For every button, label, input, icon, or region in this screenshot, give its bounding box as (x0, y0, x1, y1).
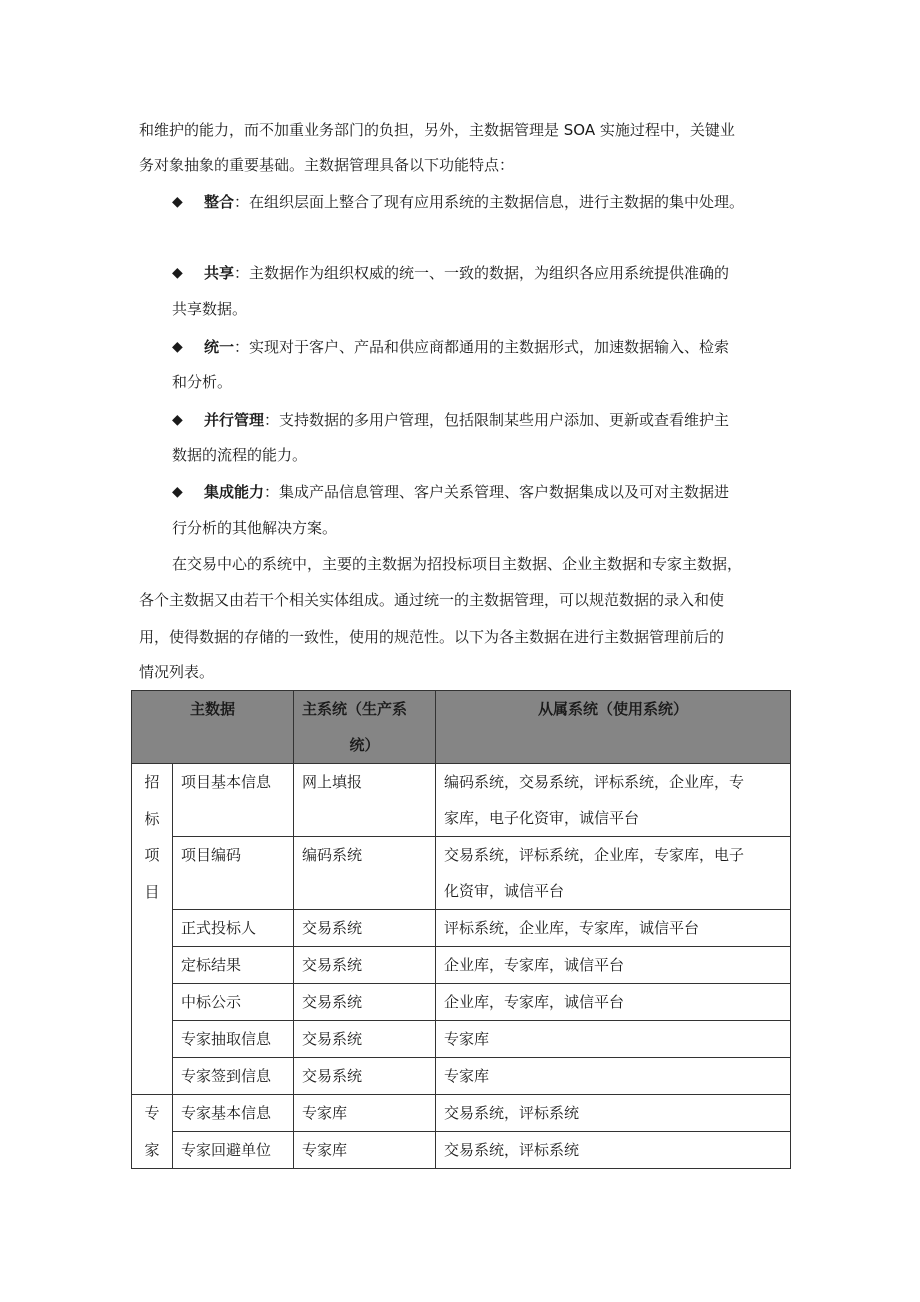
secondary-system-cell (436, 837, 791, 910)
entity-cell: 专家抽取信息 (173, 1021, 294, 1058)
table-row (132, 1095, 791, 1132)
group-cell-expert (132, 1095, 173, 1169)
table-row (132, 947, 791, 984)
secondary-system-cell: 企业库，专家库，诚信平台 (436, 984, 791, 1021)
feature-title: 共享 (204, 264, 235, 282)
group-char: 目 (144, 882, 160, 901)
secondary-system-cell: 交易系统，评标系统 (436, 1132, 791, 1169)
secondary-system-cell: 专家库 (436, 1058, 791, 1095)
header-primary-system (294, 691, 436, 764)
table-row (132, 1132, 791, 1169)
diamond-bullet-icon: ◆ (172, 194, 183, 210)
header-primary-line-1: 主系统（生产系 (302, 700, 408, 718)
feature-text: ：集成产品信息管理、客户关系管理、客户数据集成以及可对主数据进 (264, 483, 730, 501)
body-line: 情况列表。 (139, 663, 215, 681)
feature-item (204, 337, 729, 357)
master-data-table (131, 690, 791, 1169)
header-primary-line-2: 统） (349, 736, 380, 754)
primary-system-cell: 交易系统 (294, 947, 436, 984)
secondary-system-cell: 企业库，专家库，诚信平台 (436, 947, 791, 984)
primary-system-cell: 交易系统 (294, 910, 436, 947)
feature-item (204, 192, 744, 212)
feature-title: 整合 (204, 193, 235, 211)
table-row (132, 1021, 791, 1058)
group-cell-project (132, 764, 173, 1095)
primary-system-cell: 网上填报 (294, 764, 436, 837)
entity-cell: 定标结果 (173, 947, 294, 984)
table-row (132, 764, 791, 837)
group-char: 项 (144, 846, 160, 864)
feature-item (204, 482, 729, 502)
body-line: 各个主数据又由若干个相关实体组成。通过统一的主数据管理，可以规范数据的录入和使 (139, 591, 725, 609)
group-char: 标 (144, 809, 160, 828)
diamond-bullet-icon: ◆ (172, 484, 183, 500)
diamond-bullet-icon: ◆ (172, 412, 183, 428)
entity-cell: 项目编码 (173, 837, 294, 910)
table-row (132, 1058, 791, 1095)
feature-text: ：支持数据的多用户管理，包括限制某些用户添加、更新或查看维护主 (264, 411, 730, 429)
header-secondary-system: 从属系统（使用系统） (436, 691, 791, 764)
secondary-system-cell: 专家库 (436, 1021, 791, 1058)
body-line: 用，使得数据的存储的一致性，使用的规范性。以下为各主数据在进行主数据管理前后的 (139, 628, 725, 646)
feature-item (204, 410, 729, 430)
entity-cell: 专家基本信息 (173, 1095, 294, 1132)
feature-title: 集成能力 (204, 483, 265, 501)
feature-text: ：实现对于客户、产品和供应商都通用的主数据形式，加速数据输入、检索 (234, 338, 730, 356)
feature-item (204, 263, 729, 283)
secondary-line: 家库，电子化资审，诚信平台 (444, 809, 640, 827)
feature-text-continued: 数据的流程的能力。 (172, 446, 308, 464)
primary-system-cell: 专家库 (294, 1132, 436, 1169)
secondary-system-cell (436, 764, 791, 837)
group-char: 家 (144, 1140, 160, 1159)
secondary-system-cell: 评标系统，企业库，专家库，诚信平台 (436, 910, 791, 947)
feature-text-continued: 行分析的其他解决方案。 (172, 519, 338, 537)
secondary-line: 编码系统，交易系统，评标系统，企业库，专 (444, 773, 745, 791)
primary-system-cell: 交易系统 (294, 1021, 436, 1058)
feature-text: ：在组织层面上整合了现有应用系统的主数据信息，进行主数据的集中处理。 (234, 193, 745, 211)
entity-cell: 中标公示 (173, 984, 294, 1021)
feature-title: 并行管理 (204, 411, 265, 429)
entity-cell: 专家签到信息 (173, 1058, 294, 1095)
feature-text-continued: 共享数据。 (172, 300, 248, 318)
diamond-bullet-icon: ◆ (172, 265, 183, 281)
diamond-bullet-icon: ◆ (172, 339, 183, 355)
header-master-data: 主数据 (132, 691, 294, 764)
table-row (132, 984, 791, 1021)
primary-system-cell: 交易系统 (294, 984, 436, 1021)
primary-system-cell: 专家库 (294, 1095, 436, 1132)
table-row (132, 910, 791, 947)
table-row (132, 837, 791, 910)
feature-title: 统一 (204, 338, 235, 356)
primary-system-cell: 编码系统 (294, 837, 436, 910)
feature-text: ：主数据作为组织权威的统一、一致的数据，为组织各应用系统提供准确的 (234, 264, 730, 282)
secondary-line: 交易系统，评标系统，企业库，专家库，电子 (444, 846, 745, 864)
entity-cell: 正式投标人 (173, 910, 294, 947)
entity-cell: 项目基本信息 (173, 764, 294, 837)
entity-cell: 专家回避单位 (173, 1132, 294, 1169)
body-line: 在交易中心的系统中，主要的主数据为招投标项目主数据、企业主数据和专家主数据， (172, 555, 743, 573)
group-char: 招 (144, 773, 160, 791)
intro-line-1: 和维护的能力，而不加重业务部门的负担，另外，主数据管理是 SOA 实施过程中，关键业 (139, 121, 735, 139)
secondary-line: 化资审，诚信平台 (444, 882, 565, 900)
primary-system-cell: 交易系统 (294, 1058, 436, 1095)
feature-text-continued: 和分析。 (172, 373, 233, 391)
group-char: 专 (144, 1104, 160, 1122)
intro-line-2: 务对象抽象的重要基础。主数据管理具备以下功能特点： (139, 156, 515, 174)
table-header-row (132, 691, 791, 764)
secondary-system-cell: 交易系统，评标系统 (436, 1095, 791, 1132)
